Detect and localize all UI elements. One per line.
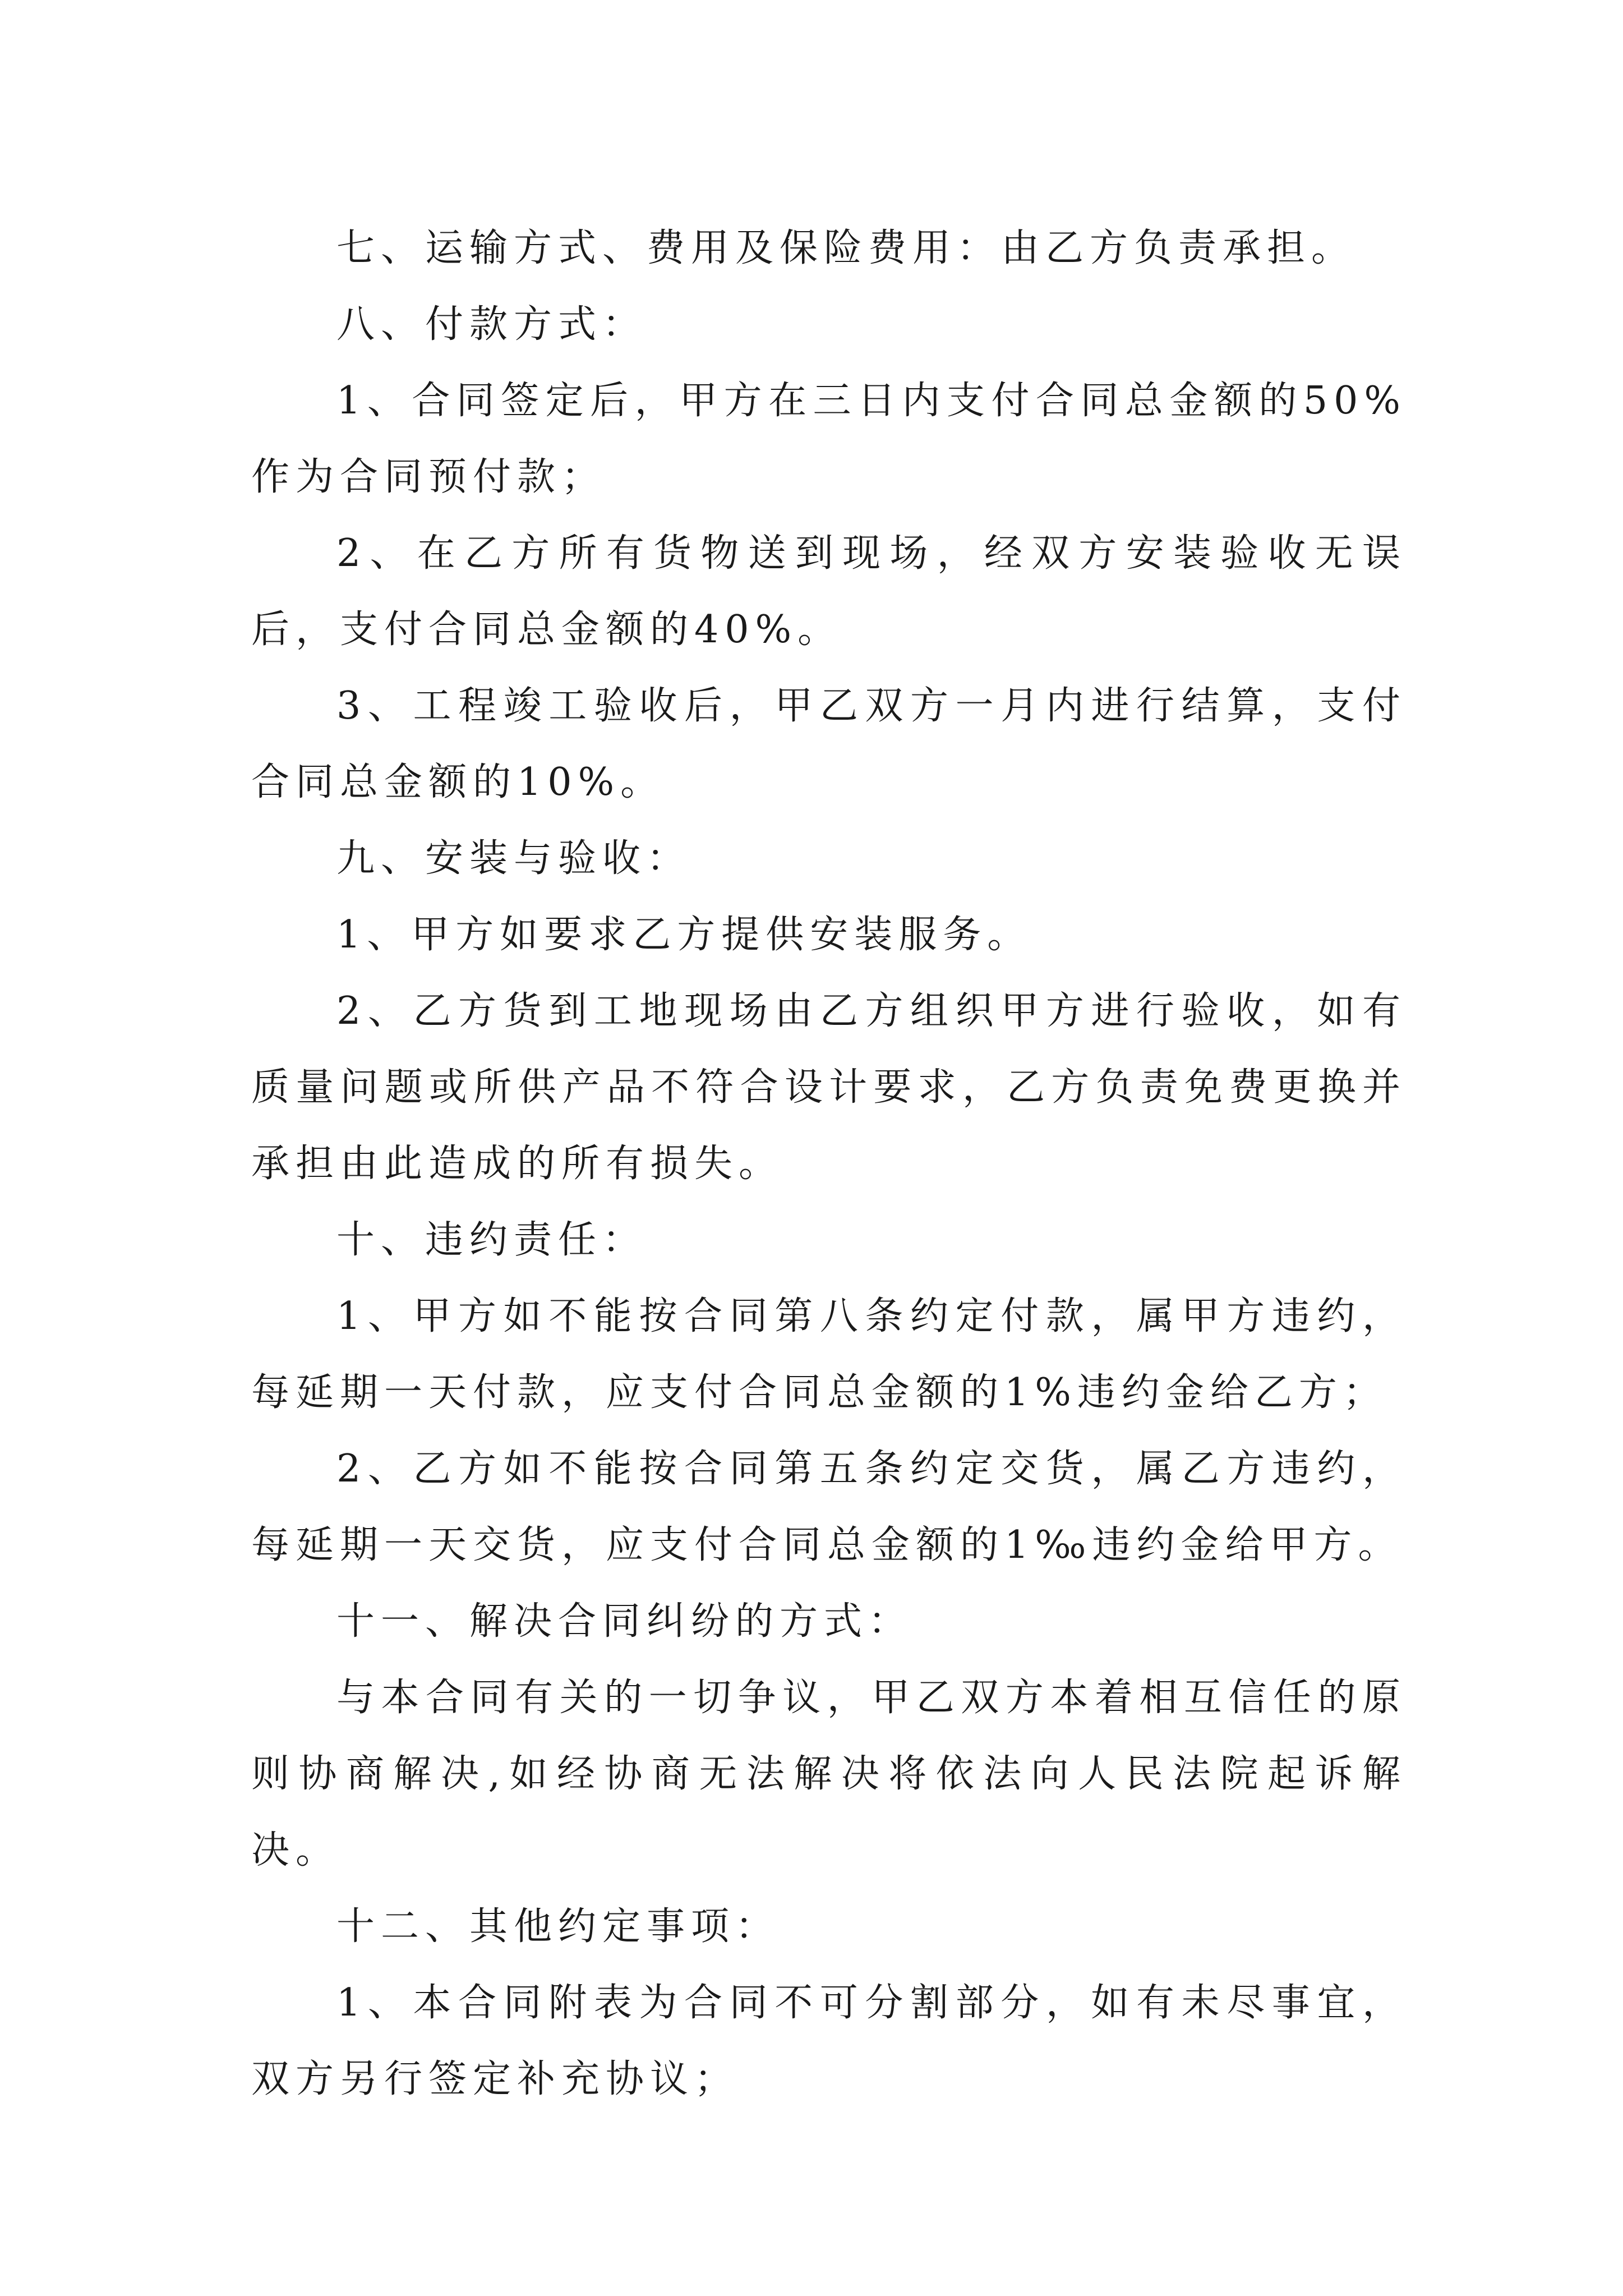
installation-item-1: 1、甲方如要求乙方提供安装服务。 — [336, 913, 1032, 957]
clause-transport: 七、运输方式、费用及保险费用：由乙方负责承担。 — [336, 226, 1356, 270]
installation-item-2: 2、乙方货到工地现场由乙方组织甲方进行验收，如有质量问题或所供产品不符合设计要求，乙方负责免费更换并承担由此造成的所有损失。 — [251, 989, 1407, 1186]
contract-body — [251, 210, 1407, 2118]
breach-item-2: 2、乙方如不能按合同第五条约定交货，属乙方违约，每延期一天交货，应支付合同总金额的1‰违约金给甲方。 — [251, 1447, 1407, 1567]
heading-payment-method: 八、付款方式： — [336, 302, 647, 347]
heading-breach-liability: 十、违约责任： — [336, 1218, 647, 1262]
payment-item-3: 3、工程竣工验收后，甲乙双方一月内进行结算，支付合同总金额的10%。 — [251, 684, 1407, 804]
heading-installation-acceptance: 九、安装与验收： — [336, 836, 691, 881]
other-item-1: 1、本合同附表为合同不可分割部分，如有未尽事宜，双方另行签定补充协议； — [251, 1981, 1407, 2101]
payment-item-1: 1、合同签定后，甲方在三日内支付合同总金额的50%作为合同预付款； — [251, 379, 1407, 499]
payment-item-2: 2、在乙方所有货物送到现场，经双方安装验收无误后，支付合同总金额的40%。 — [251, 531, 1407, 652]
breach-item-1: 1、甲方如不能按合同第八条约定付款，属甲方违约，每延期一天付款，应支付合同总金额的1%违约金给乙方； — [251, 1294, 1407, 1415]
dispute-text: 与本合同有关的一切争议，甲乙双方本着相互信任的原则协商解决,如经协商无法解决将依法向人民法院起诉解决。 — [251, 1676, 1407, 1872]
heading-dispute-resolution: 十一、解决合同纠纷的方式： — [336, 1599, 913, 1644]
heading-other-matters: 十二、其他约定事项： — [336, 1904, 780, 1949]
